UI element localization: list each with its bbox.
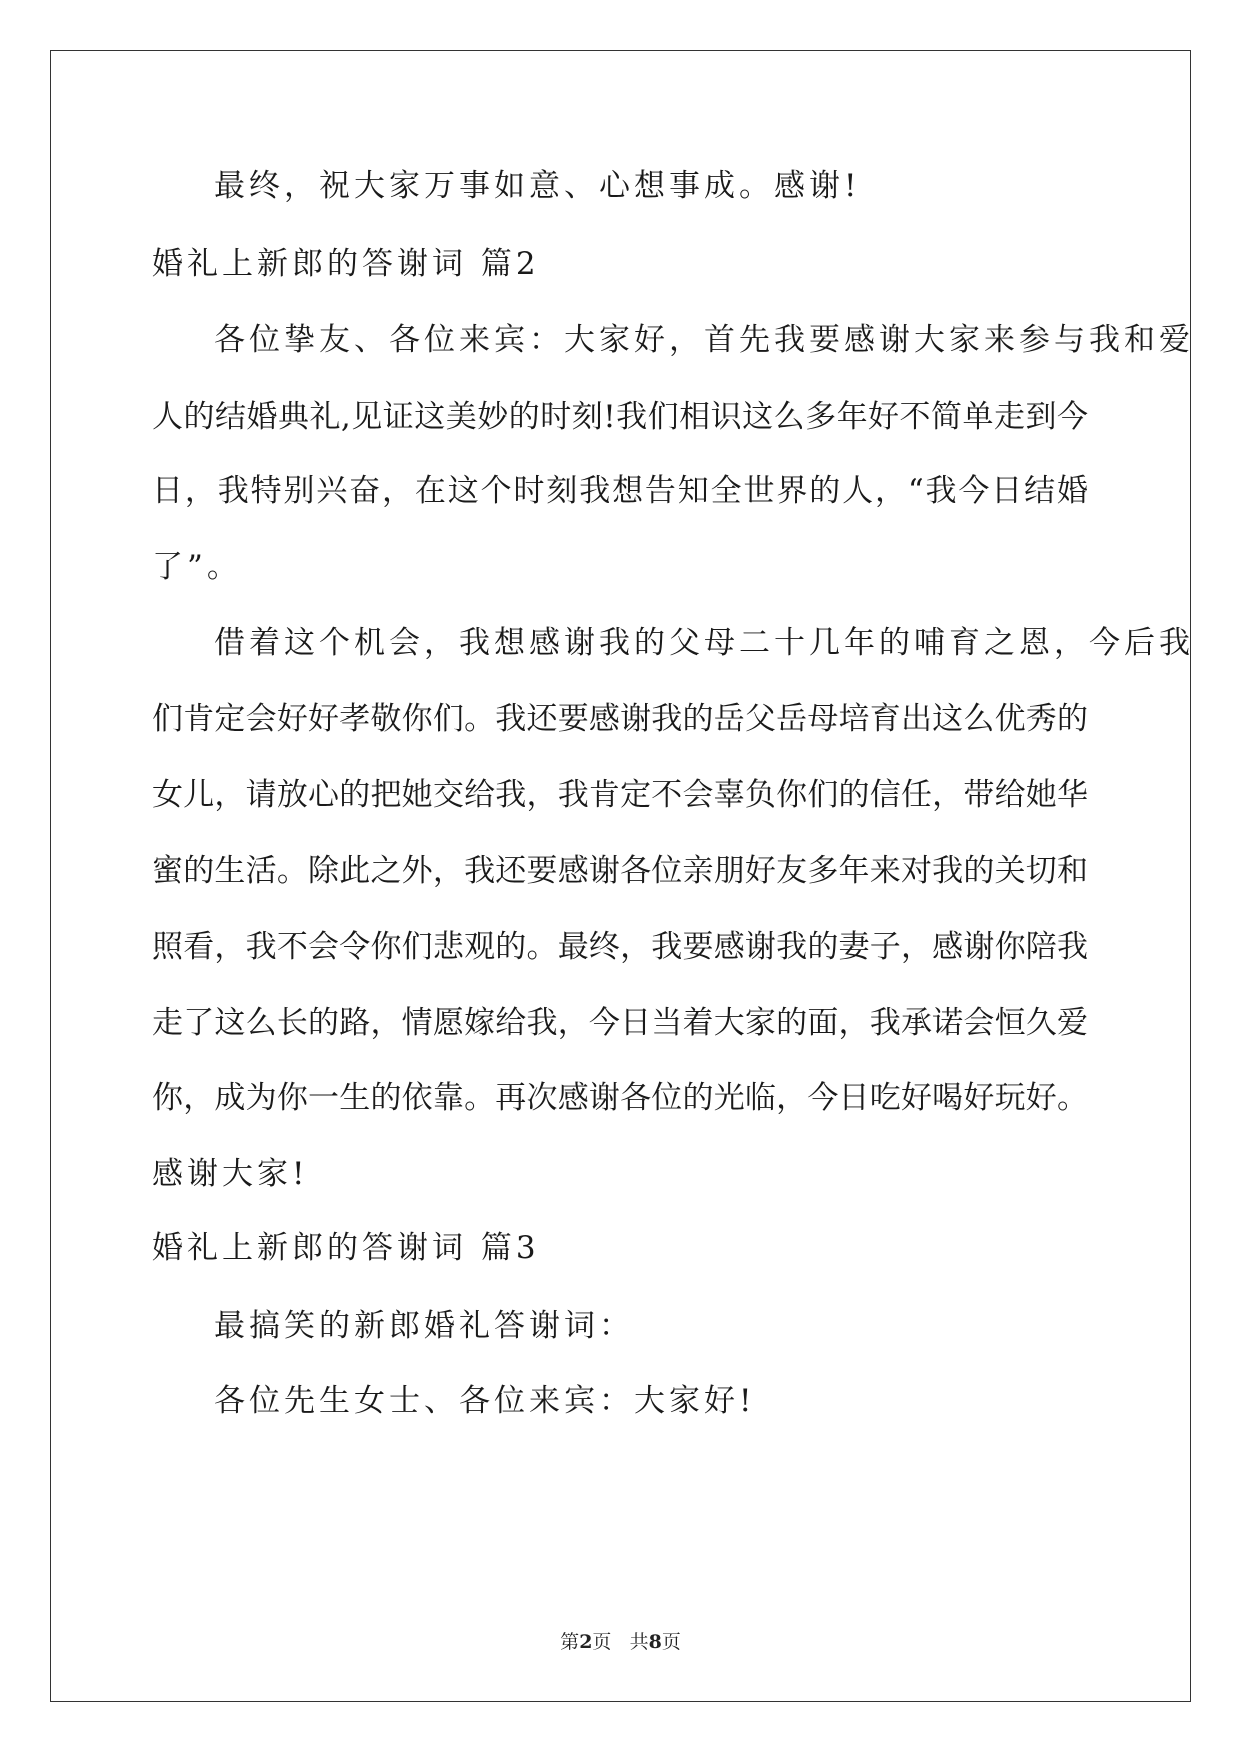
- paragraph-line: 各位挚友、各位来宾：大家好，首先我要感谢大家来参与我和爱: [214, 322, 1194, 358]
- paragraph-line: 最搞笑的新郎婚礼答谢词：: [214, 1308, 634, 1344]
- paragraph-line: 走了这么长的路，情愿嫁给我，今日当着大家的面，我承诺会恒久爱: [152, 1005, 1088, 1041]
- paragraph-line: 照看，我不会令你们悲观的。最终，我要感谢我的妻子，感谢你陪我: [152, 929, 1088, 965]
- footer-page-prefix: 第: [560, 1631, 580, 1653]
- footer-total-suffix: 页: [661, 1631, 681, 1653]
- page-footer: [0, 1630, 1241, 1654]
- paragraph-line: 了”。: [152, 549, 242, 585]
- footer-total-pages: 8: [648, 1631, 662, 1653]
- section-heading: 婚礼上新郎的答谢词 篇3: [152, 1230, 540, 1266]
- paragraph-line: 日，我特别兴奋，在这个时刻我想告知全世界的人，“我今日结婚: [152, 473, 1088, 509]
- paragraph-line: 们肯定会好好孝敬你们。我还要感谢我的岳父岳母培育出这么优秀的: [152, 701, 1088, 737]
- paragraph-line: 蜜的生活。除此之外，我还要感谢各位亲朋好友多年来对我的关切和: [152, 853, 1088, 889]
- paragraph-line: 人的结婚典礼,见证这美妙的时刻!我们相识这么多年好不简单走到今: [152, 399, 1088, 435]
- footer-page-number: 2: [579, 1631, 593, 1653]
- paragraph-line: 感谢大家!: [152, 1156, 309, 1192]
- paragraph-line: 借着这个机会，我想感谢我的父母二十几年的哺育之恩，今后我: [214, 625, 1194, 661]
- paragraph-line: 最终，祝大家万事如意、心想事成。感谢!: [214, 168, 861, 204]
- footer-page-suffix: 页: [592, 1631, 612, 1653]
- section-heading: 婚礼上新郎的答谢词 篇2: [152, 246, 540, 282]
- footer-total-prefix: 共: [629, 1631, 649, 1653]
- paragraph-line: 各位先生女士、各位来宾：大家好!: [214, 1383, 756, 1419]
- paragraph-line: 你，成为你一生的依靠。再次感谢各位的光临，今日吃好喝好玩好。: [152, 1080, 1088, 1116]
- paragraph-line: 女儿，请放心的把她交给我，我肯定不会辜负你们的信任，带给她华: [152, 777, 1088, 813]
